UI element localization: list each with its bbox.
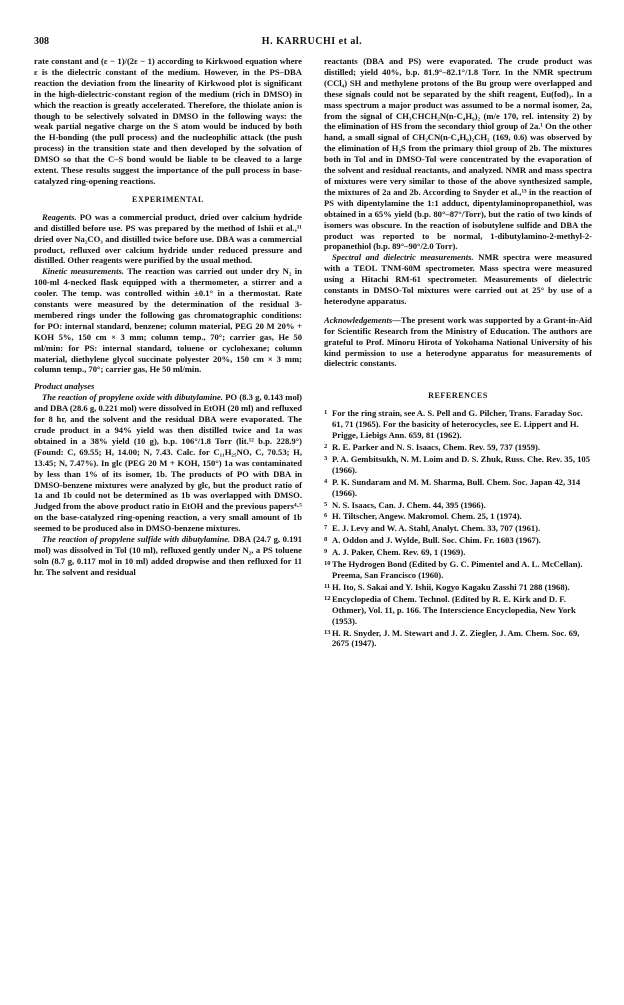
reference-item xyxy=(324,442,592,453)
page xyxy=(28,36,596,649)
reference-item xyxy=(324,500,592,511)
reference-item xyxy=(324,628,592,650)
reagents-paragraph xyxy=(34,212,302,267)
references-list xyxy=(324,408,592,649)
kinetic-label: Kinetic measurements. xyxy=(42,266,124,277)
page-number: 308 xyxy=(34,36,49,47)
reference-item xyxy=(324,477,592,499)
running-title: H. KARRUCHI et al. xyxy=(261,36,363,47)
page-header xyxy=(28,36,596,50)
reference-number: 8 xyxy=(324,536,328,544)
intro-paragraph: rate constant and (ε − 1)/(2ε − 1) according to Kirkwood equation where ε is the dielectric constant of the medium. However, in the PS–DBA reaction the deviation from the linearity of Kirkwood plot is significant in the high-dielectric-constant region of the medium (rich in DMSO) in which the reaction is greatly accelerated. Therefore, the thiolate anion is though to be selectively solvated in DMSO in the following ways: the weak partial negative charge on the S atom would be induced by both the H-bonding (the pull process) and the nucleophilic attack (the push process) in the transition state and then developed by the solvation of DMSO so that the C–S bond would be liable to be cleaved to a large extent. These results suggest the importance of the pull process in base-catalyzed ring-opening reactions. xyxy=(34,56,302,186)
reference-text: N. S. Isaacs, Can. J. Chem. 44, 395 (1966). xyxy=(332,499,486,510)
reference-text: R. E. Parker and N. S. Isaacs, Chem. Rev. 59, 737 (1959). xyxy=(332,442,540,452)
reference-number: 9 xyxy=(324,548,328,556)
spacer xyxy=(324,307,592,315)
acknowledgements-label: Acknowledgements xyxy=(324,314,393,325)
reference-number: 10 xyxy=(324,560,331,568)
reference-text: For the ring strain, see A. S. Pell and G. Pilcher, Trans. Faraday Soc. 61, 71 (1965). For the basicity of heterocycles, see E. Lippert and H. Prigge, Liebigs Ann. 659, 81 (1962). xyxy=(332,408,583,441)
continuation-paragraph: reactants (DBA and PS) were evaporated. The crude product was distilled; yield 40%, b.p. 81.9°–82.1°/1.8 Torr. In the NMR spectrum (CCl₄) SH and methylene protons of the Bu group were overlapped and these signals could not be separated by the shift reagent, Eu(fod)₃. In a mass spectrum a major product was assumed to be a normal isomer, 2a, from the signal of CH₃CHCH₂N(n-C₄H₉)₂ (m/e 170, rel. intensity 2) by the elimination of HS from the secondary thiol group of 2a.¹ On the other hand, a small signal of CH₂CN(n-C₄H₉)₂CH₂ (169, 0.6) was observed by the elimination of H₂S from the primary thiol group of 2b. The mixtures both in Tol and in DMSO-Tol were concentrated by the evaporation of the solvent and residual reactants, and analyzed. NMR and mass spectra of mixtures were very similar to those of the above synthesized sample, the mixtures of 2a and 2b. According to Snyder et al.,¹³ in the reaction of PS with dipentylamine the 1:1 adduct, dipentylaminopropanethiol, was obtained in a 65% yield (b.p. 80°–87°/Torr), but the ratio of two kinds of isomers was obscure. In the reaction of isobutylene sulfide and DBA the product was reported to be normal, 1-dibutylamino-2-methyl-2-propanethiol (b.p. 89°–90°/2.0 Torr). xyxy=(324,56,592,252)
propylene-oxide-text: PO (8.3 g, 0.143 mol) and DBA (28.6 g, 0.221 mol) were dissolved in EtOH (20 ml) and refluxed for 8 hr, and the solvent and the residual DBA were evaporated. The crude product in a 94% yield was then distilled twice and 1a was obtained in a 38% yield (10 g), b.p. 106°/1.8 Torr (lit.¹² b.p. 228.9°) (Found: C, 69.55; H, 14.00; N, 7.43. Calc. for C₁₁H₂₅NO, C, 70.53; H, 13.45; N, 7.47%). In glc (PEG 20 M + KOH, 150°) 1a was contaminated by less than 1% of its isomer, 1b. The products of PO with DBA in DMSO-benzene mixtures were analyzed by glc, but the product ratio of 1a and 1b could not be determined as 1b was overlapped with DMSO. Judged from the above product ratio in EtOH and the previous papers⁴·⁵ on the base-catalyzed ring-opening reaction, a very small amount of 1b seemed to be produced also in DMSO-benzene mixtures. xyxy=(34,392,303,534)
spectral-paragraph xyxy=(324,252,592,307)
reference-item xyxy=(324,408,592,441)
propylene-sulfide-label: The reaction of propylene sulfide with dibutylamine. xyxy=(42,534,231,545)
spectral-label: Spectral and dielectric measurements. xyxy=(332,252,474,263)
spectral-text: NMR spectra were measured with a TEOL TNM-60M spectrometer. Mass spectra were measured using a Hitachi RM-61 spectrometer. Measurements of dielectric constants in DMSO-Tol mixtures were carried out at 25° by use of a heterodyne apparatus. xyxy=(324,252,592,306)
reference-text: A. J. Paker, Chem. Rev. 69, 1 (1969). xyxy=(332,547,466,558)
reference-text: A. Oddon and J. Wylde, Bull. Soc. Chim. Fr. 1603 (1967). xyxy=(332,535,541,546)
reference-number: 6 xyxy=(324,512,328,520)
propylene-oxide-label: The reaction of propylene oxide with dibutylamine. xyxy=(42,392,223,403)
reference-item xyxy=(324,559,592,581)
reference-number: 11 xyxy=(324,582,331,590)
reference-number: 2 xyxy=(324,443,328,450)
reference-item xyxy=(324,454,592,476)
references-heading: REFERENCES xyxy=(428,391,488,401)
experimental-heading: EXPERIMENTAL xyxy=(132,194,204,204)
product-analyses-heading: Product analyses xyxy=(34,381,95,392)
left-column xyxy=(34,56,302,578)
reference-text: H. Ito, S. Sakai and Y. Ishii, Kogyo Kagaku Zasshi 71 288 (1968). xyxy=(332,581,570,592)
kinetic-text: The reaction was carried out under dry N₂ in 100-ml 4-necked flask equipped with a thermometer, a stirrer and a cooler. The temp. was controlled within ±0.1° in a thermostat. Rate constants were measured by the determination of the residual 3-membered rings under the following gas chromatographic conditions: for PO: internal standard, benzene; column material, PEG 20 M 20% + KOH 5%, 150 cm × 3 mm; column temp., 70°; carrier gas, He 50 ml/min: for PS: internal standard, toluene or cyclohexane; column material, diethylene glycol succinate polyester 20%, 150 cm × 3 mm; column temp., 70°; carrier gas, He 50 ml/min. xyxy=(34,266,302,375)
reference-item xyxy=(324,547,592,558)
reagents-label: Reagents. xyxy=(42,211,77,222)
reference-item xyxy=(324,511,592,522)
reference-item xyxy=(324,535,592,546)
reference-number: 4 xyxy=(324,477,328,485)
acknowledgements-paragraph xyxy=(324,315,592,370)
reference-text: E. J. Levy and W. A. Stahl, Analyt. Chem. 33, 707 (1961). xyxy=(332,523,541,534)
reference-number: 1 xyxy=(324,409,328,417)
reference-text: H. Tiltscher, Angew. Makromol. Chem. 25, 1 (1974). xyxy=(332,511,522,522)
reagents-text: PO was a commercial product, dried over calcium hydride and distilled before use. PS was prepared by the method of Ishii et al.,¹¹ dried over Na₂CO₃ and distilled twice before use. DBA was a commercial product, refluxed over calcium hydride under reduced pressure and distilled. Other reagents were purified by the usual method. xyxy=(34,211,302,266)
reference-number: 7 xyxy=(324,524,328,532)
reference-item xyxy=(324,523,592,534)
reference-number: 3 xyxy=(324,454,328,462)
kinetic-paragraph xyxy=(34,266,302,375)
propylene-sulfide-text: DBA (24.7 g, 0.191 mol) was dissolved in Tol (10 ml), refluxed gently under N₂, a PS toluene soln (8.7 g, 0.117 mol in 10 ml) added dropwise and then refluxed for 11 hr. The solvent and residual xyxy=(34,534,302,577)
propylene-sulfide-paragraph xyxy=(34,534,302,578)
right-column xyxy=(324,56,592,650)
reference-text: Encyclopedia of Chem. Technol. (Edited by R. E. Kirk and D. F. Othmer), Vol. 11, p. 166. The Interscience Encyclopedia, New York (1953). xyxy=(332,593,576,626)
propylene-oxide-paragraph xyxy=(34,392,302,534)
reference-text: P. K. Sundaram and M. M. Sharma, Bull. Chem. Soc. Japan 42, 314 (1966). xyxy=(332,476,581,498)
reference-text: The Hydrogen Bond (Edited by G. C. Pimentel and A. L. McCellan). Preema, San Francisco (1960). xyxy=(332,559,583,580)
reference-number: 13 xyxy=(324,628,331,636)
reference-number: 5 xyxy=(324,500,328,508)
reference-item xyxy=(324,582,592,593)
reference-text: H. R. Snyder, J. M. Stewart and J. Z. Ziegler, J. Am. Chem. Soc. 69, 2675 (1947). xyxy=(332,627,580,649)
acknowledgements-text: —The present work was supported by a Grant-in-Aid for Scientific Research from the Ministry of Education. The authors are grateful to Prof. Minoru Hirota of Yokohama National University of his kind permission to use a heterodyne apparatus for measurements of dielectric constants. xyxy=(324,314,592,369)
reference-number: 12 xyxy=(324,594,331,602)
reference-text: P. A. Gembitsukh, N. M. Loim and D. S. Zhuk, Russ. Che. Rev. 35, 105 (1966). xyxy=(332,453,591,475)
reference-item xyxy=(324,594,592,627)
